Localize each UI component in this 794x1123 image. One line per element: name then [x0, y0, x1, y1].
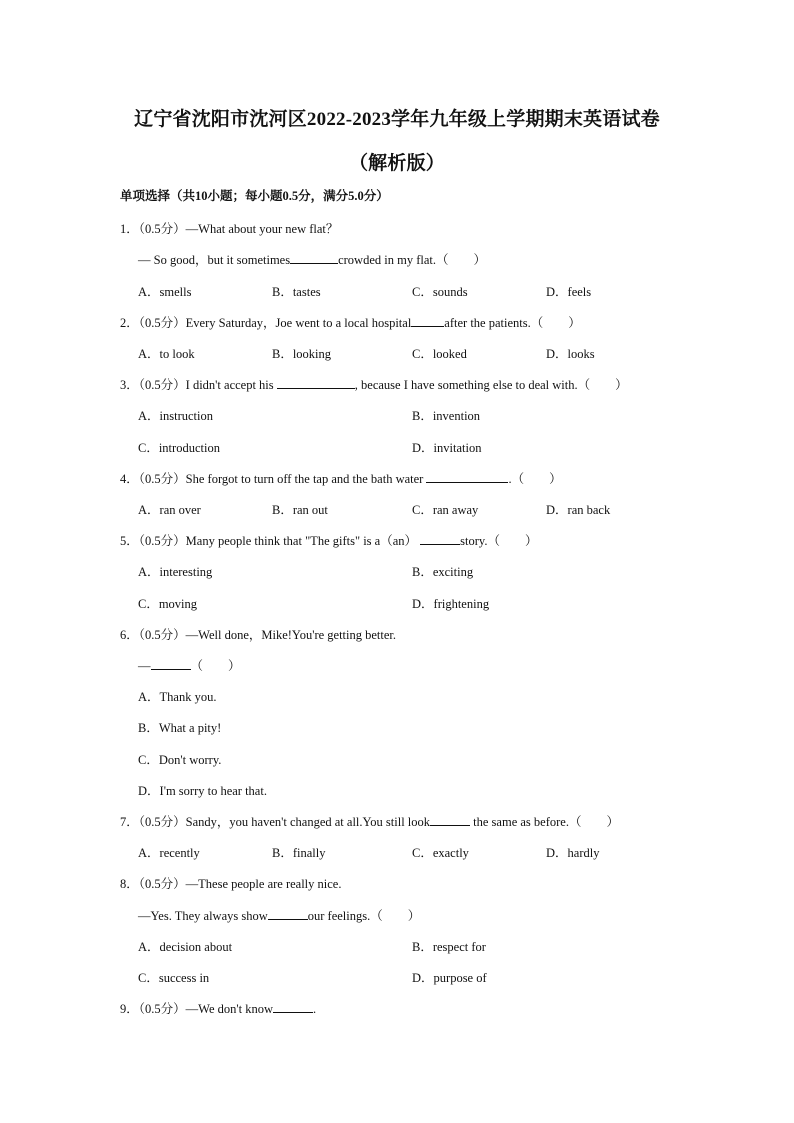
q6-option-c: C．Don't worry. [138, 753, 222, 767]
q7-option-d: D．hardly [546, 846, 600, 860]
answer-blank [151, 658, 191, 670]
question-number: 4． [120, 472, 139, 486]
question-text: Every Saturday，Joe went to a local hospital [185, 316, 412, 330]
q3-option-d: D．invitation [412, 441, 482, 455]
q7-option-a: A．recently [138, 846, 200, 860]
q3-option-c: C．introduction [138, 441, 220, 455]
question-text: crowded in my flat.（ ） [338, 253, 486, 267]
question-8-line2 [138, 906, 420, 924]
q6-option-a: A．Thank you. [138, 690, 217, 704]
question-5-stem [120, 531, 537, 549]
question-number: 5． [120, 534, 139, 548]
question-6-line2 [138, 656, 241, 674]
q2-option-b: B．looking [272, 347, 332, 361]
question-number: 1． [120, 222, 139, 236]
answer-blank [273, 1001, 313, 1013]
q7-option-b: B．finally [272, 846, 326, 860]
question-text: .（ ） [508, 472, 562, 486]
question-score: （0.5分） [138, 628, 186, 642]
question-8-stem [120, 874, 341, 892]
exam-title-line2: （解析版） [348, 153, 445, 174]
q4-option-b: B．ran out [272, 503, 328, 517]
section-header: 单项选择（共10小题；每小题0.5分，满分5.0分） [120, 189, 389, 203]
answer-blank [430, 814, 470, 826]
question-number: 9． [120, 1002, 139, 1016]
q4-option-c: C．ran away [412, 503, 479, 517]
question-text: story.（ ） [460, 534, 538, 548]
question-1-line2 [138, 250, 486, 268]
q8-option-b: B．respect for [412, 940, 486, 954]
answer-blank [420, 533, 460, 545]
question-text: — So good，but it sometimes [138, 253, 291, 267]
question-text: —What about your new flat？ [185, 222, 339, 236]
question-score: （0.5分） [138, 815, 186, 829]
q4-option-a: A．ran over [138, 503, 201, 517]
q5-option-d: D．frightening [412, 597, 490, 611]
question-7-stem [120, 812, 619, 830]
question-text: the same as before.（ ） [470, 815, 619, 829]
answer-blank [411, 315, 444, 327]
question-text: Sandy，you haven't changed at all.You still look [185, 815, 431, 829]
question-text: , because I have something else to deal with.（ ） [354, 378, 628, 392]
question-score: （0.5分） [138, 877, 186, 891]
question-number: 8． [120, 877, 139, 891]
q5-option-b: B．exciting [412, 565, 474, 579]
question-text: —These people are really nice. [185, 877, 342, 891]
question-text: after the patients.（ ） [444, 316, 581, 330]
question-text: —Yes. They always show [138, 909, 268, 923]
q8-option-c: C．success in [138, 971, 210, 985]
q2-option-a: A．to look [138, 347, 195, 361]
question-text: our feelings.（ ） [307, 909, 421, 923]
question-number: 2． [120, 316, 139, 330]
answer-blank [290, 252, 338, 264]
question-number: 7． [120, 815, 139, 829]
q1-option-d: D．feels [546, 285, 592, 299]
question-number: 3． [120, 378, 139, 392]
q6-option-b: B．What a pity! [138, 721, 222, 735]
question-6-stem [120, 625, 396, 643]
question-text: — [138, 659, 151, 673]
question-text: —Well done，Mike!You're getting better. [185, 628, 397, 642]
q1-option-c: C．sounds [412, 285, 468, 299]
question-score: （0.5分） [138, 316, 186, 330]
q4-option-d: D．ran back [546, 503, 611, 517]
exam-title-line1: 辽宁省沈阳市沈河区2022-2023学年九年级上学期期末英语试卷 [134, 109, 660, 130]
question-score: （0.5分） [138, 1002, 186, 1016]
question-score: （0.5分） [138, 472, 186, 486]
question-9-stem [120, 999, 316, 1017]
q2-option-d: D．looks [546, 347, 595, 361]
answer-blank [268, 908, 308, 920]
q6-option-d: D．I'm sorry to hear that. [138, 784, 267, 798]
question-4-stem [120, 469, 562, 487]
question-text: She forgot to turn off the tap and the bath water [185, 472, 424, 486]
question-score: （0.5分） [138, 378, 186, 392]
q1-option-a: A．smells [138, 285, 192, 299]
q2-option-c: C．looked [412, 347, 467, 361]
question-number: 6． [120, 628, 139, 642]
question-text: （ ） [190, 659, 241, 673]
q1-option-b: B．tastes [272, 285, 321, 299]
question-score: （0.5分） [138, 222, 186, 236]
answer-blank [277, 377, 355, 389]
q3-option-b: B．invention [412, 409, 481, 423]
answer-blank [426, 471, 508, 483]
q8-option-a: A．decision about [138, 940, 233, 954]
question-text: —We don't know [185, 1002, 274, 1016]
question-text: . [313, 1002, 317, 1016]
question-text: Many people think that "The gifts" is a（an） [185, 534, 417, 548]
question-3-stem [120, 375, 628, 393]
q8-option-d: D．purpose of [412, 971, 487, 985]
q3-option-a: A．instruction [138, 409, 213, 423]
q5-option-c: C．moving [138, 597, 198, 611]
q5-option-a: A．interesting [138, 565, 213, 579]
question-text: I didn't accept his [185, 378, 274, 392]
q7-option-c: C．exactly [412, 846, 469, 860]
question-2-stem [120, 313, 581, 331]
question-score: （0.5分） [138, 534, 186, 548]
question-1-stem [120, 219, 338, 237]
